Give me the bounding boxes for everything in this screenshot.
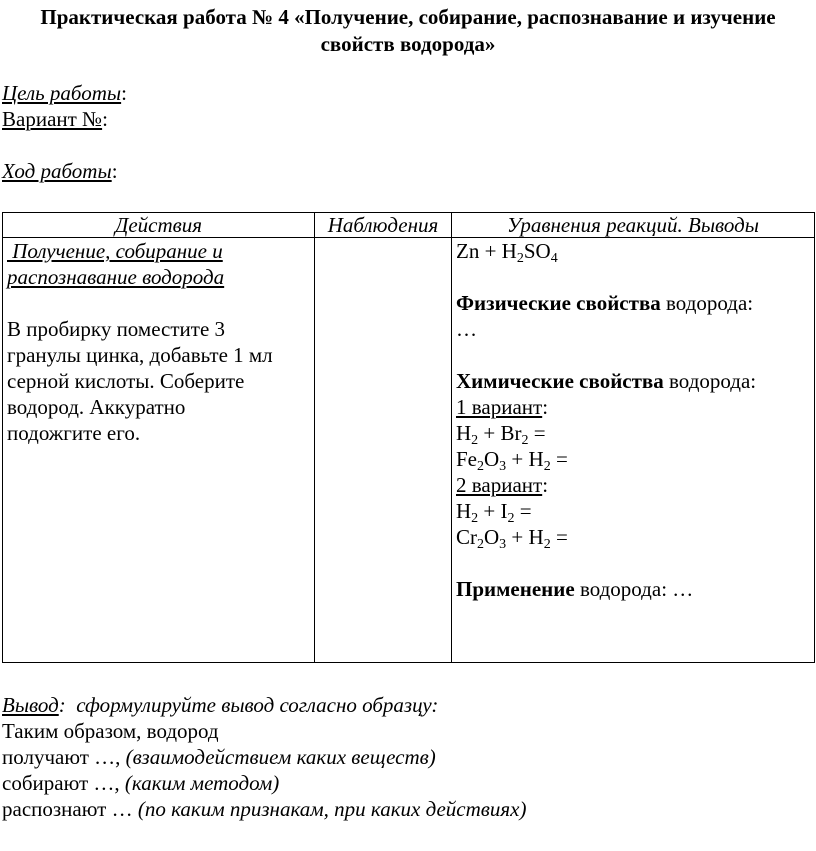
variant-line: [2, 106, 108, 132]
header-actions: Действия: [3, 213, 315, 238]
equation-h2-i2: $H_2 + I_2$ =: [456, 499, 532, 526]
conclusion-label: Вывод: [2, 693, 59, 717]
actions-text-2: гранулы цинка, добавьте 1 мл: [7, 343, 273, 367]
conclusion-heading: [2, 692, 438, 718]
observations-cell: [315, 238, 452, 663]
table-header-row: [3, 213, 815, 238]
variant-suffix: :: [102, 107, 108, 131]
progress-line: [2, 158, 118, 184]
actions-text-3: серной кислоты. Соберите: [7, 369, 245, 393]
progress-label: Ход работы: [2, 159, 112, 183]
variant-label: Вариант №: [2, 107, 103, 131]
goal-suffix: :: [121, 81, 127, 105]
work-table: [2, 212, 815, 663]
conclusion-line-2: получают …, (взаимодействием каких веществ): [2, 745, 436, 769]
actions-text-4: водород. Аккуратно: [7, 395, 186, 419]
conclusion-line-1: Таким образом, водород: [2, 719, 219, 743]
header-equations: Уравнения реакций. Выводы: [452, 213, 815, 238]
goal-label: Цель работы: [2, 81, 122, 105]
actions-text-1: В пробирку поместите 3: [7, 317, 226, 341]
progress-suffix: :: [111, 159, 118, 183]
equation-fe2o3-h2: $Fe_2O_3 + H_2$ =: [456, 447, 568, 474]
conclusion-line-3: собирают …, (каким методом): [2, 771, 280, 795]
actions-heading-line-1: Получение, собирание и: [7, 239, 223, 263]
physical-ellipsis: …: [456, 317, 477, 341]
conclusion-instruction: : сформулируйте вывод согласно образцу:: [58, 693, 439, 717]
equation-h2-br2: $H_2 + Br_2$ =: [456, 421, 546, 448]
title-line-2: свойств водорода»: [320, 32, 496, 56]
title-line-1: Практическая работа № 4 «Получение, собирание, распознавание и изучение: [40, 5, 776, 29]
document-title: [0, 4, 816, 58]
actions-heading-line-2: распознавание водорода: [7, 265, 225, 289]
variant-2-label: 2 вариант:: [456, 473, 549, 497]
goal-line: [2, 80, 127, 106]
physical-properties: Физические свойства водорода:: [456, 291, 754, 315]
equations-cell: [452, 238, 815, 663]
actions-cell: [3, 238, 315, 663]
variant-1-label: 1 вариант:: [456, 395, 549, 419]
equation-cr2o3-h2: $Cr_2O_3 + H_2$ =: [456, 525, 568, 552]
header-observations: Наблюдения: [315, 213, 452, 238]
equation-zn-h2so4: $Zn + H_2SO_4$: [456, 239, 558, 266]
chemical-properties: Химические свойства водорода:: [456, 369, 757, 393]
application-line: Применение водорода: …: [456, 577, 694, 601]
conclusion-line-4: распознают … (по каким признакам, при каких действиях): [2, 797, 527, 821]
actions-text-5: подожгите его.: [7, 421, 141, 445]
table-row: [3, 238, 815, 663]
